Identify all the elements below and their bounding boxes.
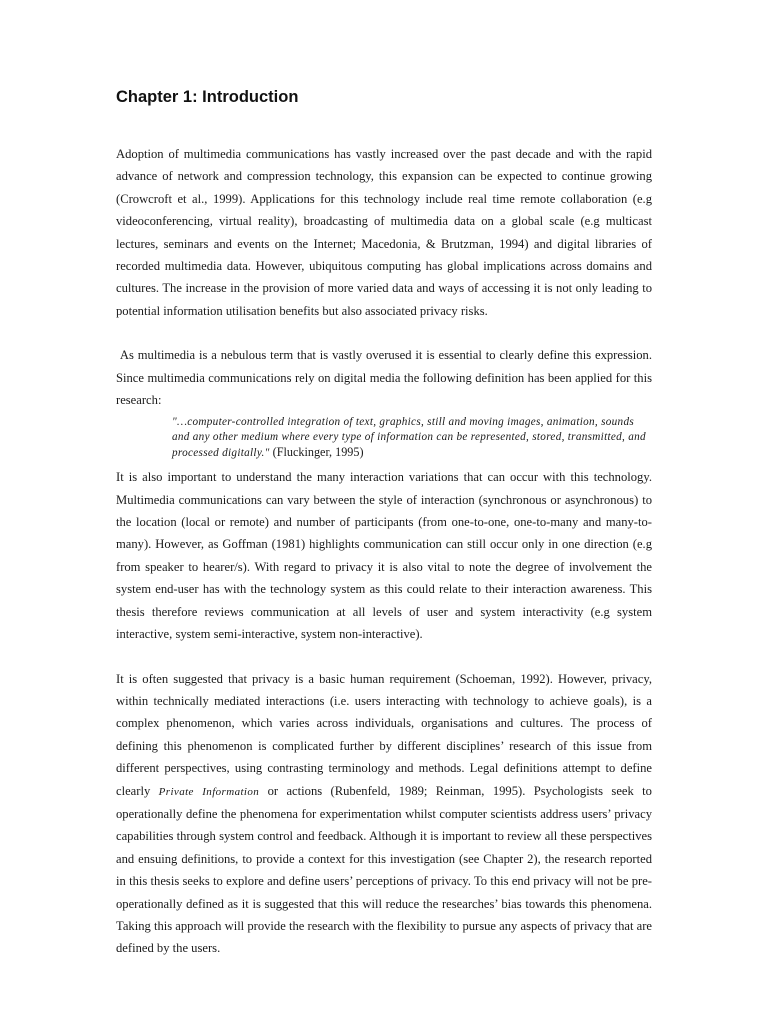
definition-quote — [172, 415, 652, 460]
paragraph-interaction-variations: It is also important to understand the many interaction variations that can occur with this technology. Multimedia communications can vary between the style of interaction (synchronous or asynchronous) to the location (local or remote) and number of participants (from one-to-one, one-to-many and many-to-many). However, as Goffman (1981) highlights communication can still occur only in one direction (e.g from speaker to hearer/s). With regard to privacy it is also vital to note the degree of involvement the system end-user has with the technology system as this could relate to their interaction awareness. This thesis therefore reviews communication at all levels of user and system interactivity (e.g system interactive, system semi-interactive, system non-interactive). — [116, 470, 652, 642]
paragraph-privacy-part-1: It is often suggested that privacy is a basic human requirement (Schoeman, 1992). However, privacy, within technically mediated interactions (i.e. users interacting with technology to achieve goals), is a complex phenomenon, which varies across individuals, organisations and cultures. The process of defining this phenomenon is complicated further by different disciplines’ research of this issue from different perspectives, using contrasting terminology and methods. Legal definitions attempt to define clearly — [116, 671, 652, 798]
private-information-term: Private Information — [158, 785, 260, 798]
paragraph-privacy — [116, 668, 652, 960]
paragraph-multimedia-definition-text: As multimedia is a nebulous term that is vastly overused it is essential to clearly define this expression. Since multimedia communications rely on digital media the following definition has been applied for this research: — [116, 348, 652, 408]
chapter-title: Chapter 1: Introduction — [116, 88, 299, 106]
paragraph-multimedia-definition — [116, 344, 652, 411]
quote-citation: (Fluckinger, 1995) — [269, 444, 364, 459]
paragraph-intro: Adoption of multimedia communications has vastly increased over the past decade and with the rapid advance of network and compression technology, this expansion can be expected to continue growing (Crowcroft et al., 1999). Applications for this technology include real time remote collaboration (e.g videoconferencing, virtual reality), broadcasting of multimedia data on a global scale (e.g multicast lectures, seminars and events on the Internet; Macedonia, & Brutzman, 1994) and digital libraries of recorded multimedia data. However, ubiquitous computing has global implications across domains and cultures. The increase in the provision of more varied data and ways of accessing it is not only leading to potential information utilisation benefits but also associated privacy risks. — [116, 147, 652, 318]
quote-text: "…computer-controlled integration of text, graphics, still and moving images, animation, sounds and any other medium where every type of information can be represented, stored, transmitted, and processed digitally." — [172, 416, 646, 459]
paragraph-privacy-part-2: or actions (Rubenfeld, 1989; Reinman, 1995). Psychologists seek to operationally define the phenomena for experimentation whilst computer scientists address users’ privacy capabilities through system control and feedback. Although it is important to review all these perspectives and ensuing definitions, to provide a context for this investigation (see Chapter 2), the research reported in this thesis seeks to explore and define users’ perceptions of privacy. To this end privacy will not be pre-operationally defined as it is suggested that this will reduce the researches’ bias towards this phenomena. Taking this approach will provide the research with the flexibility to pursue any aspects of privacy that are defined by the users. — [116, 783, 652, 956]
